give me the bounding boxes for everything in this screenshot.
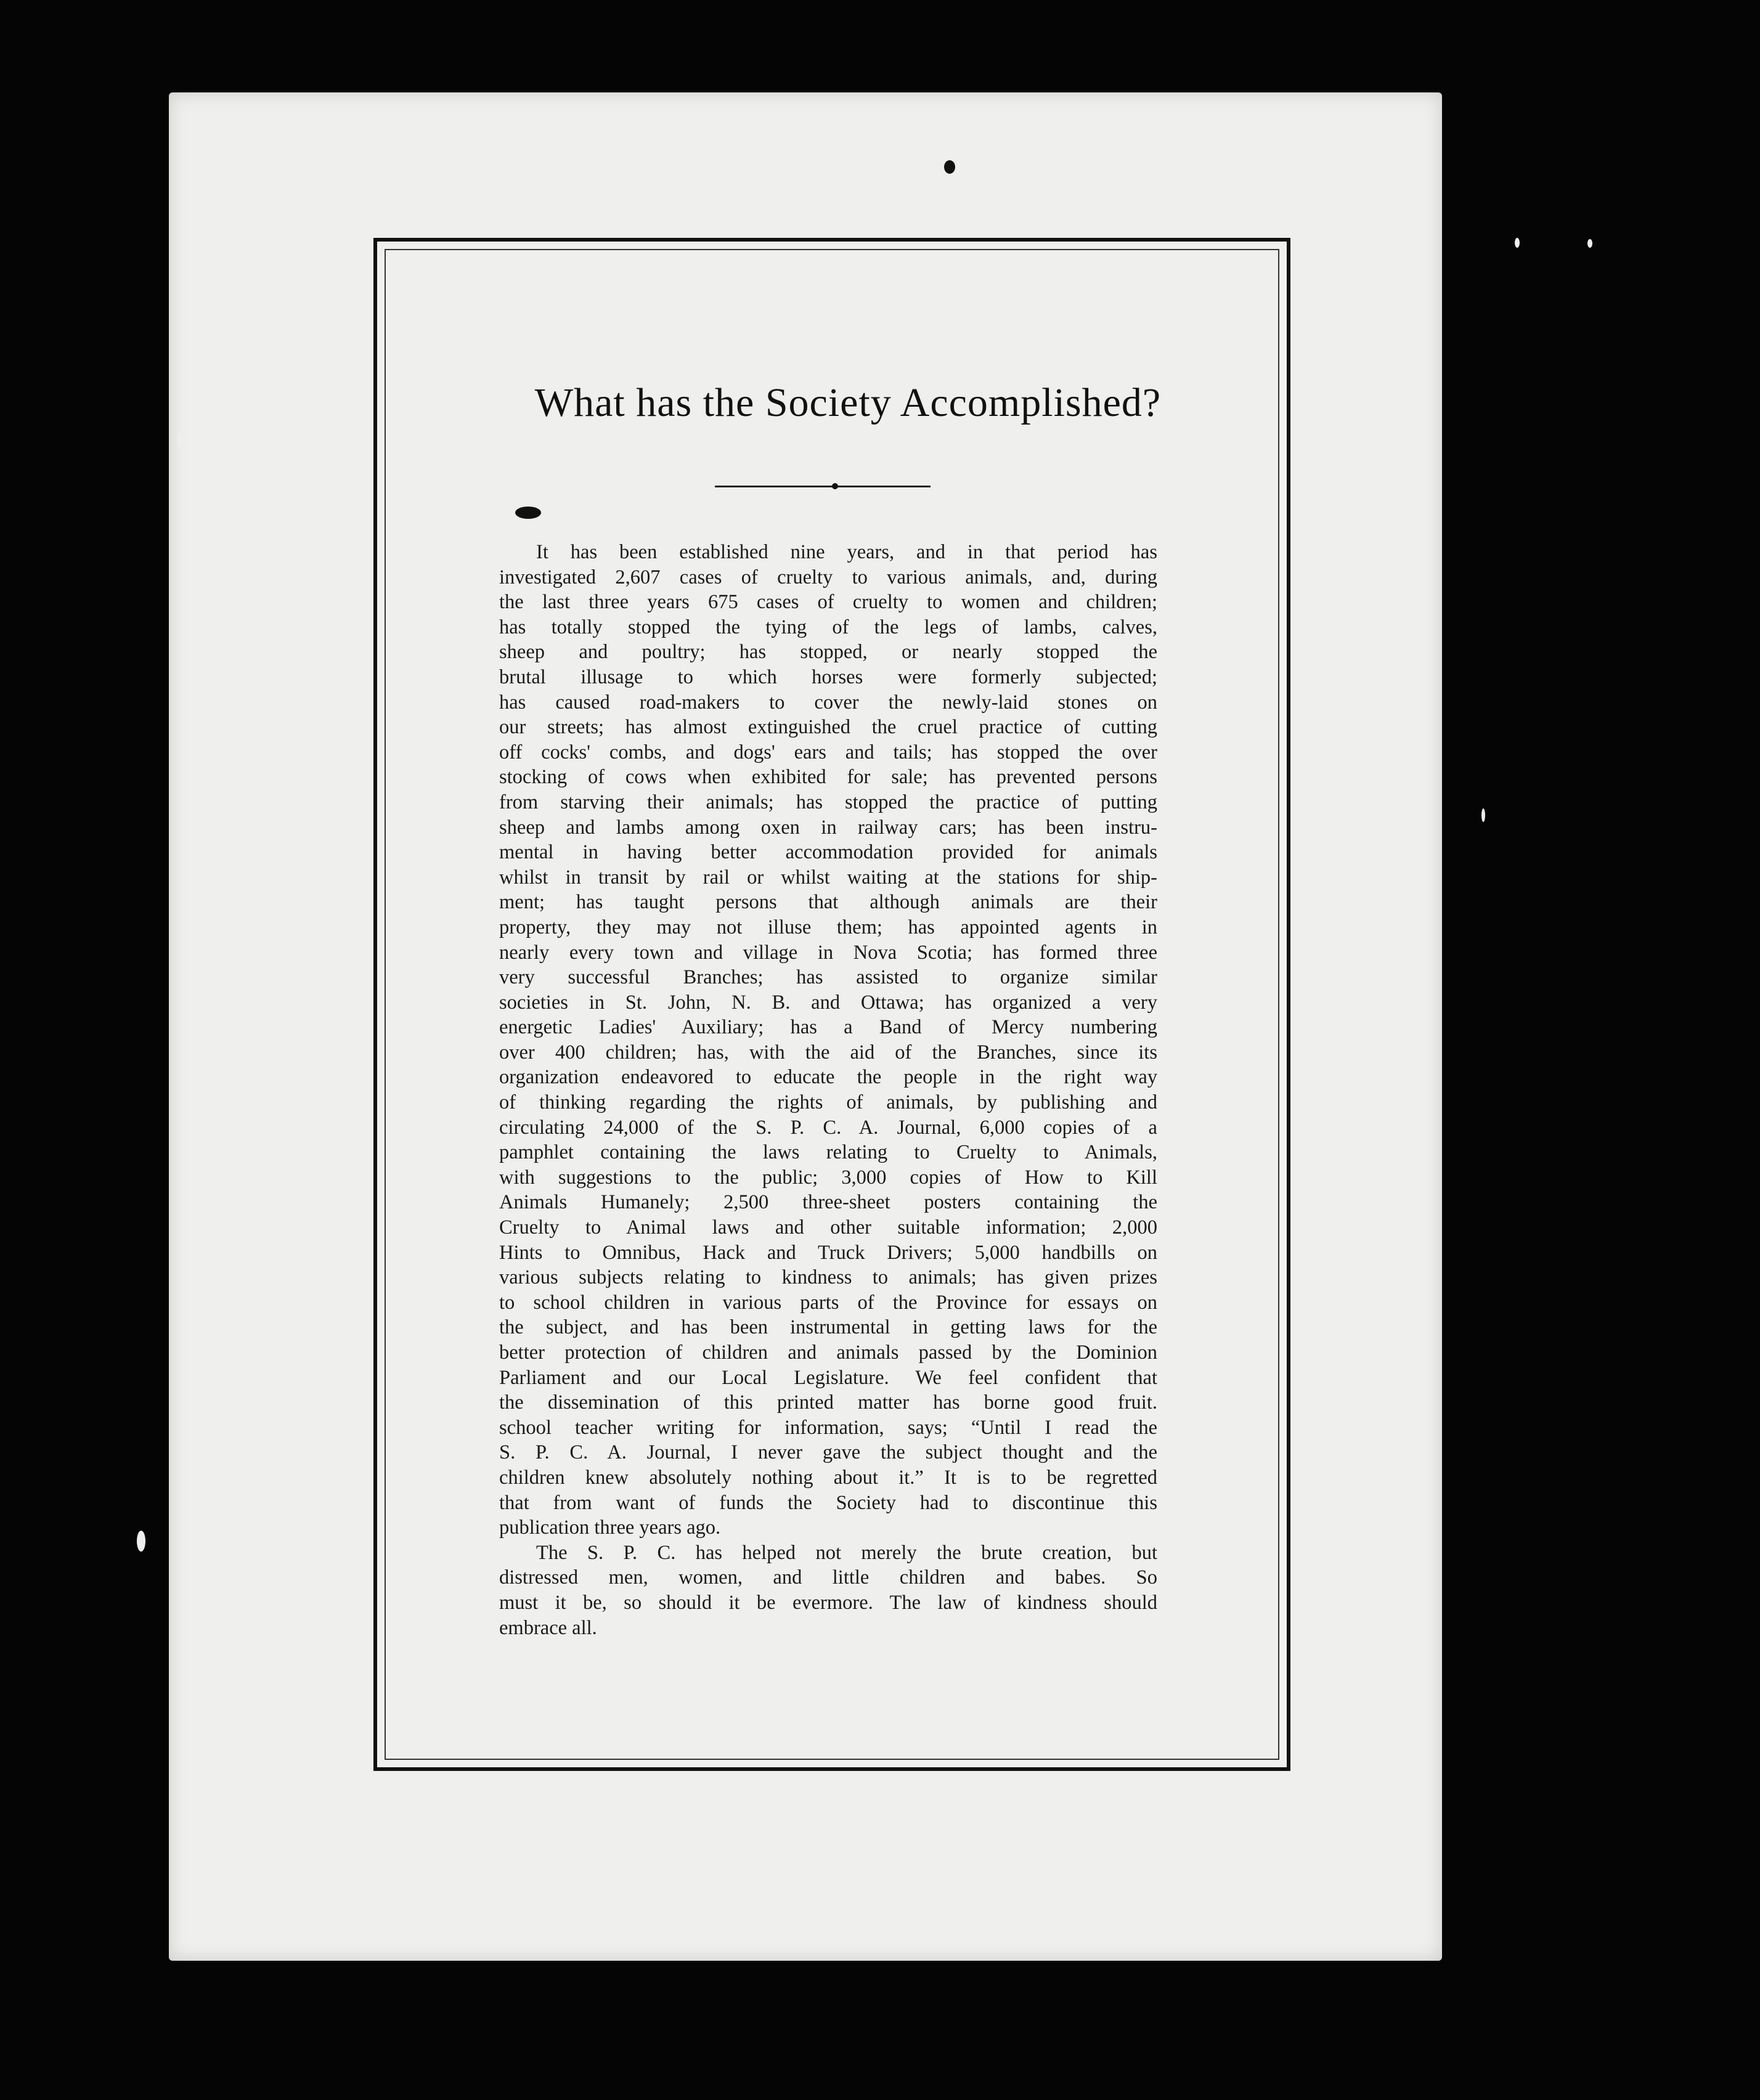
text-line: off cocks' combs, and dogs' ears and tails; has stopped the over bbox=[499, 741, 1157, 763]
text-line: embrace all. bbox=[499, 1616, 597, 1639]
text-line: publication three years ago. bbox=[499, 1516, 721, 1539]
title-divider bbox=[715, 486, 931, 487]
text-line: has totally stopped the tying of the legs of lambs, calves, bbox=[499, 616, 1157, 638]
ink-blot bbox=[515, 507, 541, 519]
paragraph-2 bbox=[499, 1540, 1157, 1640]
text-line: from starving their animals; has stopped the practice of putting bbox=[499, 791, 1157, 813]
scan-speck bbox=[1587, 239, 1592, 248]
text-line: brutal illusage to which horses were formerly subjected; bbox=[499, 665, 1157, 688]
scan-speck bbox=[137, 1531, 145, 1552]
text-line: Parliament and our Local Legislature. We feel confident that bbox=[499, 1366, 1157, 1389]
page-title: What has the Society Accomplished? bbox=[534, 380, 1162, 425]
text-line: energetic Ladies' Auxiliary; has a Band of Mercy numbering bbox=[499, 1016, 1157, 1039]
divider-ornament bbox=[832, 483, 838, 489]
paragraph-1 bbox=[499, 540, 1157, 1540]
ink-blot bbox=[944, 160, 955, 174]
scan-speck bbox=[1515, 238, 1520, 248]
text-line: children knew absolutely nothing about it.” It is to be regretted bbox=[499, 1466, 1157, 1489]
text-line: organization endeavored to educate the people in the right way bbox=[499, 1066, 1157, 1089]
text-line: S. P. C. A. Journal, I never gave the subject thought and the bbox=[499, 1441, 1157, 1464]
text-line: school teacher writing for information, says; “Until I read the bbox=[499, 1416, 1157, 1439]
text-line: circulating 24,000 of the S. P. C. A. Journal, 6,000 copies of a bbox=[499, 1116, 1157, 1139]
scan-speck bbox=[177, 431, 184, 447]
text-line: stocking of cows when exhibited for sale; has prevented persons bbox=[499, 766, 1157, 789]
text-line: Animals Humanely; 2,500 three-sheet posters containing the bbox=[499, 1191, 1157, 1214]
text-line: to school children in various parts of the Province for essays on bbox=[499, 1291, 1157, 1314]
scan-speck bbox=[1481, 808, 1485, 822]
text-line: pamphlet containing the laws relating to Cruelty to Animals, bbox=[499, 1141, 1157, 1164]
text-line: the subject, and has been instrumental in getting laws for the bbox=[499, 1316, 1157, 1339]
text-line: distressed men, women, and little children and babes. So bbox=[499, 1566, 1157, 1589]
text-line: over 400 children; has, with the aid of the Branches, since its bbox=[499, 1041, 1157, 1064]
text-line: various subjects relating to kindness to animals; has given prizes bbox=[499, 1266, 1157, 1289]
text-line: whilst in transit by rail or whilst waiting at the stations for ship- bbox=[499, 866, 1157, 889]
text-line: Hints to Omnibus, Hack and Truck Drivers; 5,000 handbills on bbox=[499, 1241, 1157, 1264]
text-line: that from want of funds the Society had to discontinue this bbox=[499, 1491, 1157, 1514]
text-line: nearly every town and village in Nova Scotia; has formed three bbox=[499, 941, 1157, 964]
text-line: ment; has taught persons that although animals are their bbox=[499, 891, 1157, 914]
text-line: better protection of children and animals passed by the Dominion bbox=[499, 1341, 1157, 1364]
text-line: The S. P. C. has helped not merely the brute creation, but bbox=[536, 1541, 1157, 1564]
text-line: investigated 2,607 cases of cruelty to various animals, and, during bbox=[499, 566, 1157, 588]
text-line: very successful Branches; has assisted to organize similar bbox=[499, 966, 1157, 989]
text-line: has caused road-makers to cover the newly-laid stones on bbox=[499, 691, 1157, 714]
text-line: mental in having better accommodation provided for animals bbox=[499, 841, 1157, 864]
text-line: sheep and poultry; has stopped, or nearly stopped the bbox=[499, 641, 1157, 664]
text-line: property, they may not illuse them; has appointed agents in bbox=[499, 916, 1157, 938]
text-line: the last three years 675 cases of cruelty to women and children; bbox=[499, 591, 1157, 614]
text-line: with suggestions to the public; 3,000 copies of How to Kill bbox=[499, 1166, 1157, 1189]
text-line: must it be, so should it be evermore. The law of kindness should bbox=[499, 1591, 1157, 1614]
text-line: societies in St. John, N. B. and Ottawa; has organized a very bbox=[499, 991, 1157, 1014]
text-line: sheep and lambs among oxen in railway cars; has been instru- bbox=[499, 816, 1157, 839]
text-line: It has been established nine years, and in that period has bbox=[536, 541, 1157, 563]
text-line: Cruelty to Animal laws and other suitable information; 2,000 bbox=[499, 1216, 1157, 1239]
text-line: the dissemination of this printed matter has borne good fruit. bbox=[499, 1391, 1157, 1414]
article-body bbox=[499, 540, 1157, 1640]
text-line: our streets; has almost extinguished the cruel practice of cutting bbox=[499, 716, 1157, 739]
text-line: of thinking regarding the rights of animals, by publishing and bbox=[499, 1091, 1157, 1114]
